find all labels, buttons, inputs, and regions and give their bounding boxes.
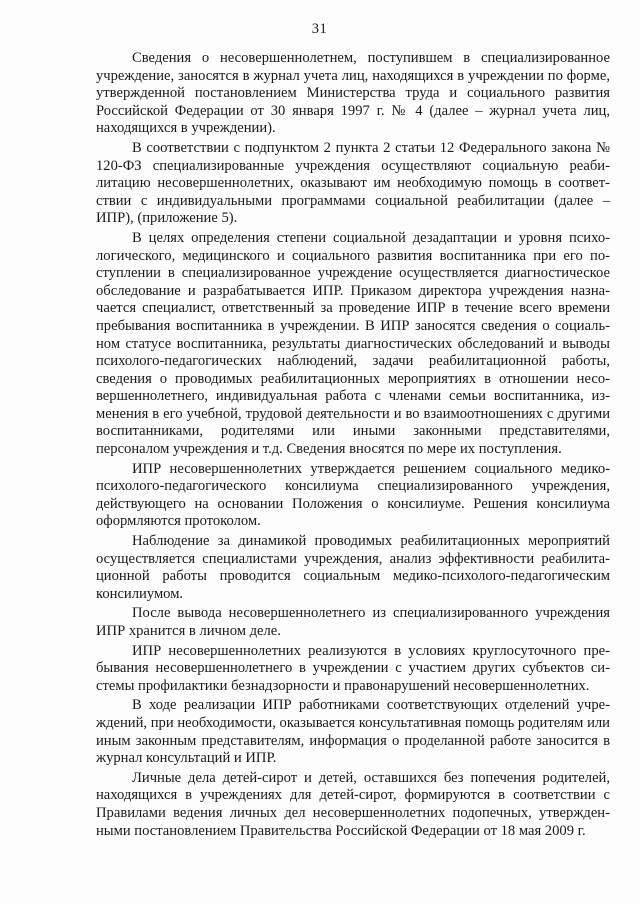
paragraph-ipr-approval: ИПР несовершеннолетних утверждается решением социального медико-психолого-педагогического консилиума специализированного учреждения, действующего на основании Положения о консилиуме. Решения консилиума оформляются протоколом. [96,460,610,530]
paragraph-ipr-implementation: ИПР несовершеннолетних реализуются в условиях круглосуточного пребывания несовершеннолетнего в учреждении с участием других субъектов системы профилактики безнадзорности и правонарушений несовершеннолетних. [96,642,610,694]
paragraph-monitoring: Наблюдение за динамикой проводимых реабилитационных мероприятий осуществляется специалистами учреждения, анализ эффективности реабилитационной работы проводится социальным медико-психолого-педагогическим консилиумом. [96,533,610,602]
page-number: 31 [311,21,328,37]
paragraph-journal-registration: Сведения о несовершеннолетнем, поступившем в специализированное учреждение, заносятся в журнал учета лиц, находящихся в учреждении по форме, утвержденной постановлением Министерства труда и социального развития Российской Федерации от 30 января 1997 г. № 4 (далее – журнал учета лиц, находящихся в учреждении). [96,50,610,137]
paragraph-personal-files: Личные дела детей-сирот и детей, оставшихся без попечения родителей, находящихся в учреждениях для детей-сирот, формируются в соответствии с Правилами ведения личных дел несовершеннолетних подопечных, утвержденными постановлением Правительства Российской Федерации от 18 мая 2009 г. [96,769,610,839]
paragraph-ipr-development: В целях определения степени социальной дезадаптации и уровня психологического, медицинского и социального развития воспитанника при его поступлении в специализированное учреждение осуществляется диагностическое обследование и разрабатывается ИПР. Приказом директора учреждения назначается специалист, ответственный за проведение ИПР в течение всего времени пребывания воспитанника в учреждении. В ИПР заносятся сведения о социальном статусе воспитанника, результаты диагностических обследований и выводы психолого-педагогических наблюдений, задачи реабилитационной работы, сведения о проводимых реабилитационных мероприятиях в отношении несовершеннолетнего, индивидуальная работа с членами семьи воспитанника, изменения в его учебной, трудовой деятельности и во взаимоотношениях с другими воспитанниками, родителями или иными законными представителями, персоналом учреждения и т.д. Сведения вносятся по мере их поступления. [96,229,610,458]
paragraph-ipr-storage: После вывода несовершеннолетнего из специализированного учреждения ИПР хранится в личном деле. [96,605,610,639]
paragraph-consultation: В ходе реализации ИПР работниками соответствующих отделений учреждений, при необходимости, оказывается консультативная помощь родителям или иным законным представителям, информация о проделанной работе заносится в журнал консультаций и ИПР. [96,697,610,767]
document-body [96,50,610,842]
paragraph-rehabilitation-law: В соответствии с подпунктом 2 пункта 2 статьи 12 Федерального закона № 120-ФЗ специализированные учреждения осуществляют социальную реабилитацию несовершеннолетних, оказывают им необходимую помощь в соответствии с индивидуальными программами социальной реабилитации (далее – ИПР), (приложение 5). [96,139,610,227]
